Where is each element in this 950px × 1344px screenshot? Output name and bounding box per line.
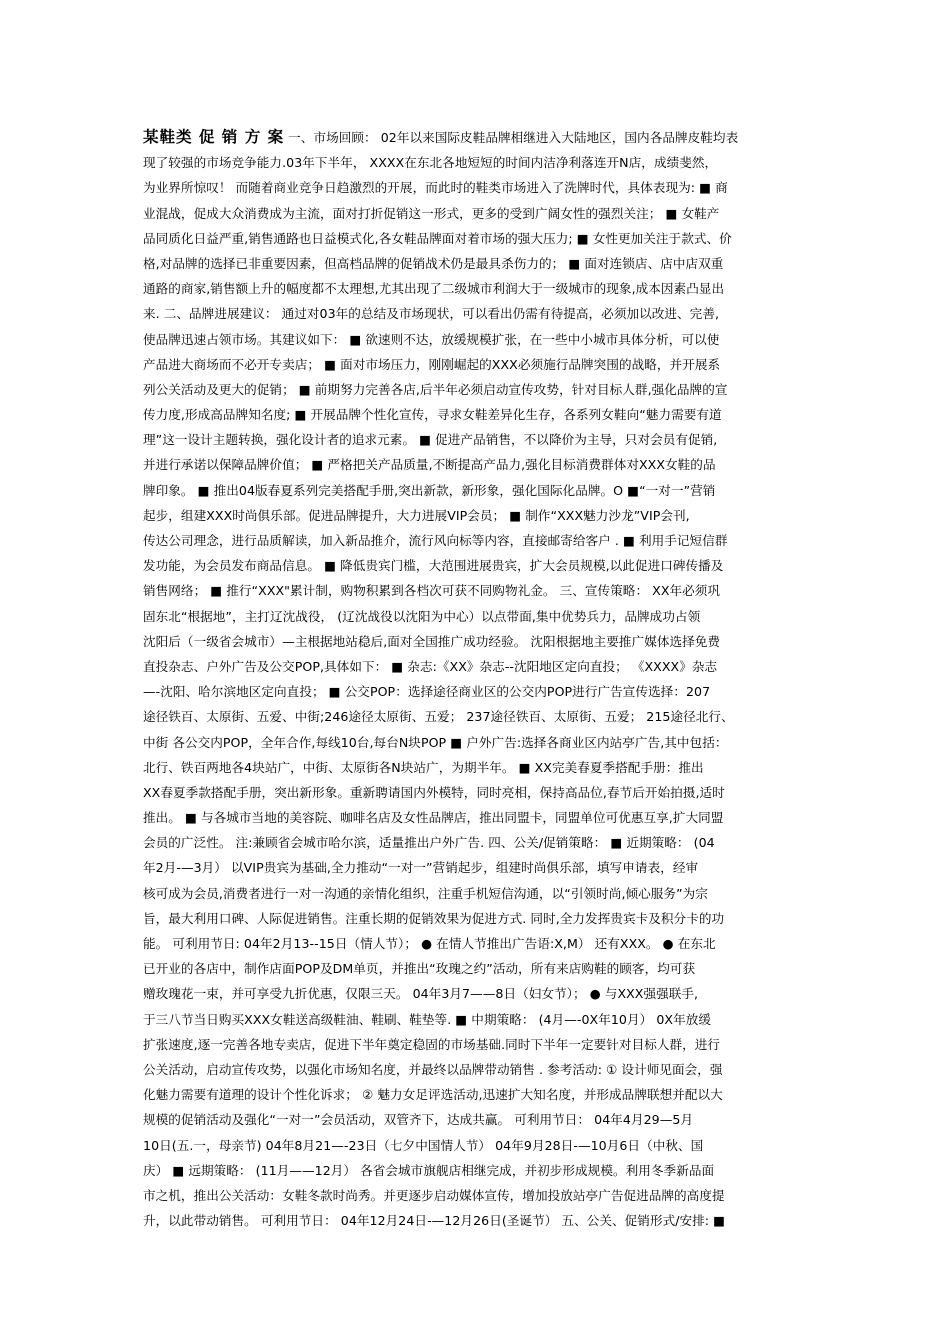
text-line-9: 使品牌迅速占领市场。其建议如下： ■ 欲速则不达，放缓规模扩张，在一些中小城市具体分析，可以使 <box>143 331 720 347</box>
text-line-35: 赠玫瑰花一束，并可享受九折优惠，仅限三天。 04年3月7——8日（妇女节）； ● 与XXX强强联手, <box>143 986 699 1002</box>
text-line-17: 传达公司理念，进行品质解读，加入新品推介，流行风向标等内容，直接邮寄给客户 . ■ 利用手记短信群 <box>143 533 728 548</box>
text-line-1 <box>143 125 808 150</box>
document-page <box>143 125 808 1233</box>
text-line-10: 产品进大商场而不必开专卖店； ■ 面对市场压力，刚刚崛起的XXX必须施行品牌突围的战略，并开展系 <box>143 356 721 372</box>
text-line-6: 格,对品牌的选择已非重要因素，但高档品牌的促销战术仍是最具杀伤力的； ■ 面对连锁店、店中店双重 <box>143 255 724 271</box>
text-line-32: 旨，最大利用口碑、人际促进销售。注重长期的促销效果为促进方式. 同时,全力发挥贵宾卡及积分卡的功 <box>143 910 725 926</box>
text-line-44: 升，以此带动销售。 可利用节日： 04年12月24日-—12月26日(圣诞节） 五、公关、促销形式/安排: ■ <box>143 1213 726 1229</box>
text-line-11: 列公关活动及更大的促销； ■ 前期努力完善各店,后半年必须启动宣传攻势，针对目标人群,强化品牌的宣 <box>143 381 728 397</box>
text-line-14: 并进行承诺以保障品牌价值； ■ 严格把关产品质量,不断提高产品力,强化目标消费群体对XXX女鞋的品 <box>143 457 716 473</box>
text-line-12: 传力度,形成高品牌知名度; ■ 开展品牌个性化宣传，寻求女鞋差异化生存，各系列女鞋向“魅力需要有道 <box>143 407 722 423</box>
text-line-21: 沈阳后（一级省会城市）—主根据地站稳后,面对全国推广成功经验。 沈阳根据地主要推广媒体选择免费 <box>143 633 721 649</box>
text-line-39: 化魅力需要有道理的设计个性化诉求； ② 魅力女足评选活动,迅速扩大知名度，并形成品牌联想并配以大 <box>143 1087 723 1103</box>
text-line-18: 发功能，为会员发布商品信息。 ■ 降低贵宾门槛，大范围进展贵宾，扩大会员规模,以此促进口碑传播及 <box>143 558 724 574</box>
text-line-26: 北行、铁百两地各4块站广，中街、太原街各N块站广，为期半年。 ■ XX完美春夏季搭配手册：推出 <box>143 759 704 775</box>
text-line-38: 公关活动，启动宣传攻势，以强化市场知名度，并最终以品牌带动销售 . 参考活动: ① 设计师见面会，强 <box>143 1061 723 1077</box>
text-line-19: 销售网络； ■ 推行“XXX"累计制，购物积累到各档次可获不同购物礼金。 三、宣传策略： XX年必须巩 <box>143 583 721 599</box>
text-line-24: 途径铁百、太原街、五爱、中街;246途径太原街、五爱； 237途径铁百、太原街、五爱； 215途径北行、 <box>143 709 734 725</box>
text-line-41: 10日(五.一，母亲节) 04年8月21—-23日（七夕中国情人节） 04年9月28日-—10月6日（中秋、国 <box>143 1137 704 1153</box>
text-line-30: 年2月-—3月） 以VIP贵宾为基础,全力推动“一对一”营销起步，组建时尚俱乐部，填写申请表，经审 <box>143 860 699 876</box>
document-title: 某鞋类 促 销 方 案 <box>143 128 285 146</box>
text-line-3: 为业界所惊叹！ 而随着商业竞争日趋激烈的开展，而此时的鞋类市场进入了洗牌时代，具体表现为: ■ 商 <box>143 180 728 196</box>
text-line-34: 已开业的各店中，制作店面POP及DM单页，并推出“玫瑰之约”活动，所有来店购鞋的顾客，均可获 <box>143 961 696 977</box>
text-line-27: XX春夏季款搭配手册，突出新形象。重新聘请国内外模特，同时亮相，保持高品位,春节后开始拍摄,适时 <box>143 784 725 800</box>
text-line-29: 会员的广泛性。 注:兼顾省会城市哈尔滨，适量推出户外广告. 四、公关/促销策略： ■ 近期策略： (04 <box>143 835 715 851</box>
text-line-33: 能。 可利用节日: 04年2月13--15日（情人节）； ● 在情人节推出广告语:X,M） 还有XXX。 ● 在东北 <box>143 936 716 951</box>
text-line-5: 品同质化日益严重,销售通路也日益模式化,各女鞋品牌面对着市场的强大压力; ■ 女性更加关注于款式、价 <box>143 230 732 246</box>
text-line-20: 固东北“根据地”，主打辽沈战役， (辽沈战役以沈阳为中心）以点带面,集中优势兵力，品牌成功占领 <box>143 608 701 624</box>
text-line-7: 通路的商家,销售额上升的幅度都不太理想,尤其出现了二级城市利润大于一级城市的现象,成本因素凸显出 <box>143 281 725 297</box>
text-line-28: 推出。 ■ 与各城市当地的美容院、咖啡名店及女性品牌店，推出同盟卡，同盟单位可优惠互享,扩大同盟 <box>143 810 724 826</box>
text-line-16: 起步，组建XXX时尚俱乐部。促进品牌提升，大力进展VIP会员； ■ 制作“XXX魅力沙龙”VIP会刊, <box>143 507 690 523</box>
text-line-43: 市之机，推出公关活动：女鞋冬款时尚秀。并更逐步启动媒体宣传，增加投放站亭广告促进品牌的高度提 <box>143 1187 725 1203</box>
text-line-25: 中街 各公交内POP，全年合作,每线10台,每台N块POP ■ 户外广告:选择各商业区内站亭广告,其中包括： <box>143 734 728 750</box>
text-line-15: 牌印象。 ■ 推出04版春夏系列完美搭配手册,突出新款，新形象，强化国际化品牌。O ■“一对一”营销 <box>143 482 716 498</box>
text-line-8: 来. 二、品牌进展建议： 通过对03年的总结及市场现状，可以看出仍需有待提高，必须加以改进、完善, <box>143 306 720 322</box>
text-line-37: 扩张速度,逐一完善各地专卖店，促进下半年奠定稳固的市场基础.同时下半年一定要针对目标人群，进行 <box>143 1036 721 1052</box>
text-line-13: 理”这一设计主题转换，强化设计者的追求元素。 ■ 促进产品销售，不以降价为主导，只对会员有促销, <box>143 432 718 448</box>
text-line-40: 规模的促销活动及强化“一对一”会员活动，双管齐下，达成共赢。 可利用节日： 04年4月29—5月 <box>143 1112 694 1128</box>
text-line-42: 庆） ■ 远期策略： (11月——12月） 各省会城市旗舰店相继完成，并初步形成规模。利用冬季新品面 <box>143 1162 715 1178</box>
text-line-36: 于三八节当日购买XXX女鞋送高级鞋油、鞋刷、鞋垫等. ■ 中期策略： (4月—-0X年10月） 0X年放缓 <box>143 1011 712 1027</box>
text-line-4: 业混战，促成大众消费成为主流，面对打折促销这一形式，更多的受到广阔女性的强烈关注； ■ 女鞋产 <box>143 205 720 221</box>
text-line-22: 直投杂志、户外广告及公交POP,具体如下： ■ 杂志:《XX》杂志--沈阳地区定向直投； 《XXXX》杂志 <box>143 658 718 674</box>
text-line-23: —-沈阳、哈尔滨地区定向直投； ■ 公交POP：选择途径商业区的公交内POP进行广告宣传选择：207 <box>143 684 711 700</box>
text-line-2: 现了较强的市场竞争能力.03年下半年， XXXX在东北各地短短的时间内洁净利落连开N店，成绩斐然， <box>143 155 718 171</box>
text-line-1-body: 一、市场回顾： 02年以来国际皮鞋品牌相继进入大陆地区，国内各品牌皮鞋均表 <box>284 130 739 145</box>
text-line-31: 核可成为会员,消费者进行一对一沟通的亲情化组织，注重手机短信沟通，以“引领时尚,倾心服务”为宗 <box>143 885 708 901</box>
